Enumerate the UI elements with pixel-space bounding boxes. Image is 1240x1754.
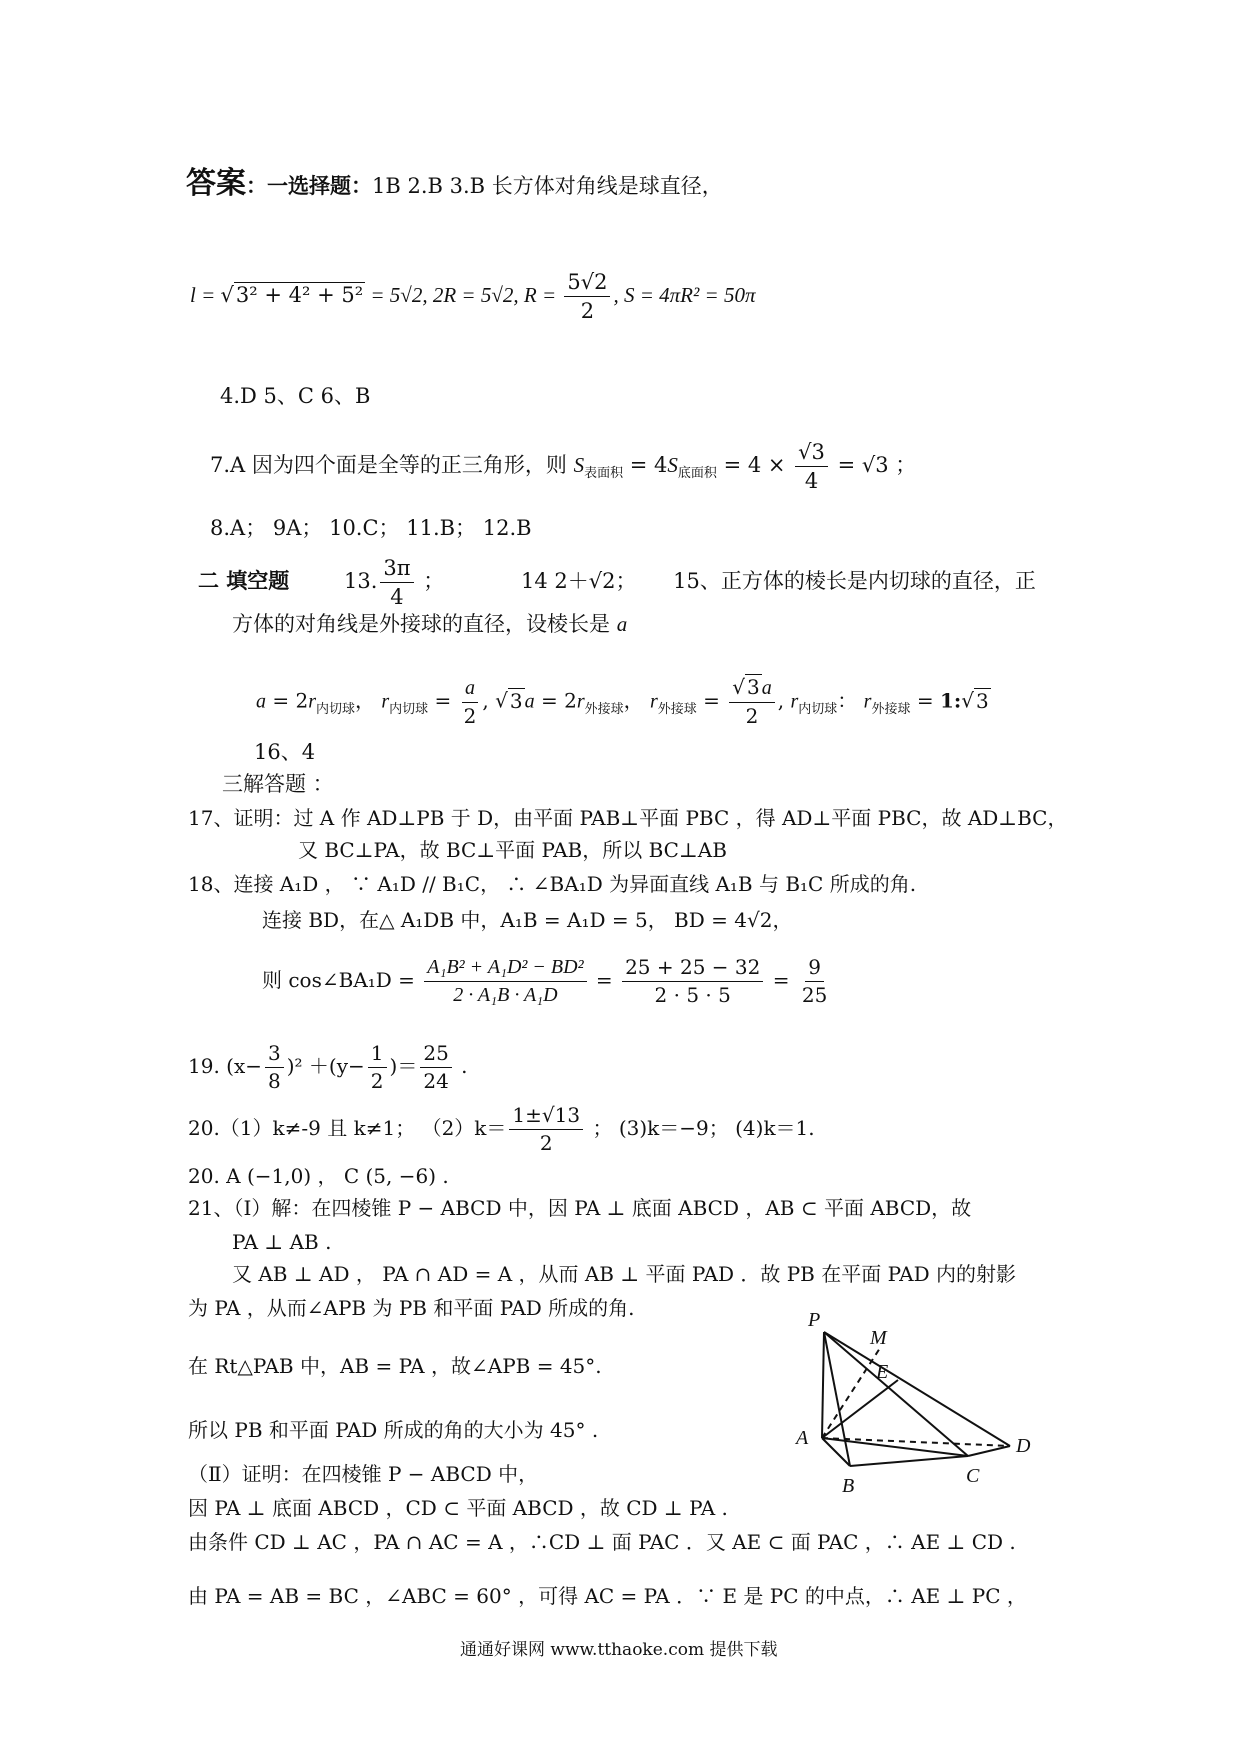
q16-answer: 16、4 (254, 740, 316, 764)
label-M: M (870, 1327, 887, 1349)
q15-equation: $a = 2r_{内切球}$， $r_{内切球}$ = $\frac{a}{2}$ , √ 3 $a = 2r_{外接球}$， $r_{外接球}$ = $\frac{√ 3 a}{2}$ , $r_{内切球}$： $r_{外接球}$ = 1:√ 3 (256, 675, 989, 728)
label-E: E (876, 1361, 889, 1383)
q21-line-6: 所以 PB 和平面 PAD 所成的角的大小为 45° . (188, 1418, 599, 1442)
q20-line-2: 20. A (−1,0) ， C (5, −6) . (188, 1164, 449, 1188)
footer-text: 通通好课网 www.tthaoke.com 提供下载 (460, 1640, 778, 1660)
mc-answers-1-3: 1B 2.B 3.B 长方体对角线是球直径， (372, 174, 723, 198)
answer-label: 答案 (186, 166, 246, 201)
q21-line-7: （Ⅱ）证明：在四棱锥 P − ABCD 中， (188, 1462, 539, 1486)
q21-line-5: 在 Rt△PAB 中，AB = PA ，故∠APB = 45°. (188, 1354, 602, 1378)
fill-label: 二 填空题 (198, 569, 290, 594)
q18-line-2: 连接 BD，在△ A₁DB 中，A₁B = A₁D = 5， BD = 4√2， (262, 908, 793, 932)
q18-line-1: 18、连接 A₁D ， ∵ A₁D // B₁C， ∴ ∠BA₁D 为异面直线 A₁B 与 B₁C 所成的角. (188, 872, 917, 896)
q21-line-9: 由条件 CD ⊥ AC ，PA ∩ AC = A ，∴CD ⊥ 面 PAC ．又 AE ⊂ 面 PAC ，∴ AE ⊥ CD . (188, 1530, 1016, 1554)
q17-line-1: 17、证明：过 A 作 AD⊥PB 于 D，由平面 PAB⊥平面 PBC ，得 AD⊥平面 PBC，故 AD⊥BC， (188, 806, 1068, 830)
label-P: P (808, 1309, 821, 1331)
label-C: C (966, 1465, 980, 1487)
label-D: D (1016, 1435, 1031, 1457)
sphere-equation: l = √3² + 4² + 5² = 5√2, 2R = 5√2, R = $\frac{5√2}{2}$ , S = 4πR² = 50π (190, 270, 756, 324)
section1-label: ：一选择题： (246, 174, 372, 198)
q21-line-4: 为 PA ，从而∠APB 为 PB 和平面 PAD 所成的角. (188, 1296, 635, 1320)
q17-line-2: 又 BC⊥PA，故 BC⊥平面 PAB，所以 BC⊥AB (298, 838, 727, 862)
q21-line-3: 又 AB ⊥ AD ， PA ∩ AD = A ，从而 AB ⊥ 平面 PAD ．故 PB 在平面 PAD 内的射影 (232, 1262, 1017, 1286)
label-A: A (796, 1427, 809, 1449)
q21-line-10: 由 PA = AB = BC ，∠ABC = 60° ，可得 AC = PA ．∵ E 是 PC 的中点，∴ AE ⊥ PC ， (188, 1584, 1027, 1608)
mc-answers-4-6: 4.D 5、C 6、B (220, 384, 371, 408)
q18-cos-equation: 则 cos∠BA₁D = $\frac{\text{A₁B² + A₁D² − BD²}}{\text{2 · A₁B · A₁D}}$ = $\frac{25 + 25 - 32}{2 \cdot 5 \cdot 5}$ = $\frac{9}{25}$ (262, 955, 828, 1007)
q21-line-1: 21、（Ⅰ）解：在四棱锥 P − ABCD 中，因 PA ⊥ 底面 ABCD ，AB ⊂ 平面 ABCD，故 (188, 1196, 972, 1220)
q21-line-2: PA ⊥ AB . (232, 1230, 332, 1254)
fill-line-2: 方体的对角线是外接球的直径，设棱长是 a (232, 612, 628, 636)
pyramid-figure (790, 1306, 1050, 1516)
answer-header (186, 166, 723, 202)
q20-line-1: 20.（1）k≠-9 且 k≠1； （2）k＝ $\frac{1\pm√13}{2}$ ； (3)k＝−9； (4)k＝1. (188, 1103, 815, 1155)
solve-label: 三解答题 ： (222, 772, 334, 796)
q7-line: 7.A 因为四个面是全等的正三角形，则 $S_{表面积} = 4S_{底面积} = 4$ × $\frac{√3}{4}$ = √3 ； (210, 440, 917, 494)
q21-line-8: 因 PA ⊥ 底面 ABCD ，CD ⊂ 平面 ABCD ，故 CD ⊥ PA . (188, 1496, 728, 1520)
mc-answers-8-12: 8.A； 9A； 10.C； 11.B； 12.B (210, 516, 532, 540)
q19-line: 19. (x− $\frac{3}{8}$ )² ＋(y− $\frac{1}{2}$ )＝ $\frac{25}{24}$ . (188, 1041, 468, 1093)
label-B: B (842, 1475, 855, 1497)
fill-line-1: 二 填空题 13. $\frac{3\pi}{4}$ ； 14 2＋√2； 15、正方体的棱长是内切球的直径，正 (198, 556, 1036, 610)
